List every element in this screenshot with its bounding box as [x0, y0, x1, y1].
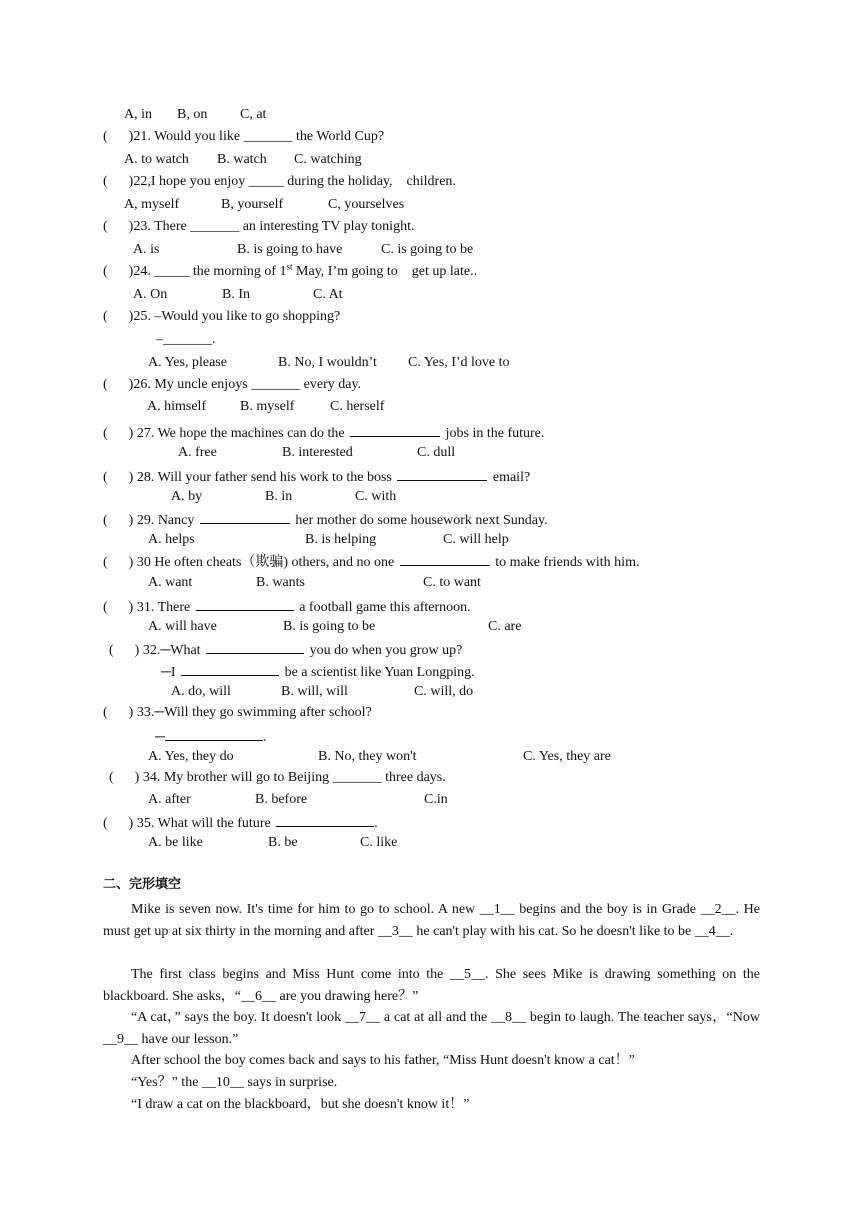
- q23-option-b: B. is going to have: [237, 242, 343, 257]
- passage-paragraph-4: After school the boy comes back and says to his father, “Miss Hunt doesn't know a cat！”: [131, 1053, 635, 1068]
- q32-second-line: ─I be a scientist like Yuan Longping.: [161, 661, 475, 682]
- q27-option-a: A. free: [178, 445, 217, 460]
- q32-stem: ( ) 32.─What you do when you grow up?: [109, 639, 462, 660]
- q25-option-b: B. No, I wouldn’t: [278, 355, 377, 370]
- q22-option-a: A, myself: [124, 197, 180, 212]
- q29-option-c: C. will help: [443, 532, 509, 547]
- q26-option-c: C. herself: [330, 399, 385, 414]
- q23-option-a: A. is: [133, 242, 160, 257]
- q25-answer-line: –_______.: [156, 332, 216, 347]
- q24-option-c: C. At: [313, 287, 343, 302]
- q31-option-c: C. are: [488, 619, 522, 634]
- passage-paragraph-3: “A cat，” says the boy. It doesn't look __7__ a cat at all and the __8__ begin to laugh. The teacher says，“Now __9__ have our lesson.”: [103, 1010, 760, 1047]
- q29-stem: ( ) 29. Nancy her mother do some housework next Sunday.: [103, 509, 548, 530]
- q27-option-b: B. interested: [282, 445, 353, 460]
- q24-stem: ( )24. _____ the morning of 1st May, I’m going to get up late..: [103, 261, 478, 279]
- q34-option-b: B. before: [255, 792, 308, 807]
- q25-stem: ( )25. –Would you like to go shopping?: [103, 309, 341, 324]
- q35-option-b: B. be: [268, 835, 298, 850]
- q21-option-c: C. watching: [294, 152, 362, 167]
- q21-option-b: B. watch: [217, 152, 267, 167]
- q35-option-c: C. like: [360, 835, 398, 850]
- q20-option-b: B, on: [177, 107, 208, 122]
- q33-answer-line: ─ .: [155, 726, 266, 747]
- q34-option-a: A. after: [148, 792, 191, 807]
- q28-stem: ( ) 28. Will your father send his work to the boss email?: [103, 466, 530, 487]
- q21-option-a: A. to watch: [124, 152, 189, 167]
- q22-stem: ( )22,I hope you enjoy _____ during the holiday, children.: [103, 174, 456, 189]
- q22-option-c: C, yourselves: [328, 197, 405, 212]
- q26-stem: ( )26. My uncle enjoys _______ every day.: [103, 377, 362, 392]
- q29-option-b: B. is helping: [305, 532, 377, 547]
- q33-option-b: B. No, they won't: [318, 749, 417, 764]
- q34-stem: ( ) 34. My brother will go to Beijing _______ three days.: [109, 770, 446, 785]
- q33-stem: ( ) 33.─Will they go swimming after school?: [103, 705, 372, 720]
- q31-option-b: B. is going to be: [283, 619, 376, 634]
- q24-option-b: B. In: [222, 287, 250, 302]
- q31-stem: ( ) 31. There a football game this afternoon.: [103, 596, 471, 617]
- q27-stem: ( ) 27. We hope the machines can do the jobs in the future.: [103, 422, 544, 443]
- q30-option-a: A. want: [148, 575, 193, 590]
- q35-stem: ( ) 35. What will the future .: [103, 812, 378, 833]
- q22-option-b: B, yourself: [221, 197, 284, 212]
- q33-option-a: A. Yes, they do: [148, 749, 234, 764]
- q31-option-a: A. will have: [148, 619, 217, 634]
- passage-paragraph-5: “Yes？” the __10__ says in surprise.: [131, 1075, 338, 1090]
- q27-option-c: C. dull: [417, 445, 456, 460]
- q28-option-b: B. in: [265, 489, 293, 504]
- q24-option-a: A. On: [133, 287, 168, 302]
- q28-option-c: C. with: [355, 489, 397, 504]
- q32-option-c: C. will, do: [414, 684, 474, 699]
- q20-option-a: A, in: [124, 107, 152, 122]
- q30-option-c: C. to want: [423, 575, 481, 590]
- q21-stem: ( )21. Would you like _______ the World Cup?: [103, 129, 385, 144]
- q23-stem: ( )23. There _______ an interesting TV play tonight.: [103, 219, 415, 234]
- q30-option-b: B. wants: [256, 575, 305, 590]
- q26-option-a: A. himself: [147, 399, 207, 414]
- q25-option-c: C. Yes, I’d love to: [408, 355, 510, 370]
- q20-option-c: C, at: [240, 107, 267, 122]
- q35-option-a: A. be like: [148, 835, 203, 850]
- q32-option-b: B. will, will: [281, 684, 348, 699]
- q25-option-a: A. Yes, please: [148, 355, 227, 370]
- q34-option-c: C.in: [424, 792, 448, 807]
- q23-option-c: C. is going to be: [381, 242, 474, 257]
- q26-option-b: B. myself: [240, 399, 295, 414]
- q30-stem: ( ) 30 He often cheats（欺骗) others, and no one to make friends with him.: [103, 551, 639, 572]
- section-title: 二、完形填空: [103, 877, 182, 892]
- q28-option-a: A. by: [171, 489, 203, 504]
- passage-paragraph-1: Mike is seven now. It's time for him to go to school. A new __1__ begins and the boy is in Grade __2__. He must get up at six thirty in the morning and after __3__ he can't play with his cat. So he doesn't like to be __4__.: [103, 902, 760, 939]
- q33-option-c: C. Yes, they are: [523, 749, 611, 764]
- passage-paragraph-6: “I draw a cat on the blackboard，but she doesn't know it！”: [131, 1097, 470, 1112]
- q32-option-a: A. do, will: [171, 684, 231, 699]
- passage-paragraph-2: The first class begins and Miss Hunt come into the __5__. She sees Mike is drawing something on the blackboard. She asks，“__6__ are you drawing here？”: [103, 967, 760, 1004]
- q29-option-a: A. helps: [148, 532, 195, 547]
